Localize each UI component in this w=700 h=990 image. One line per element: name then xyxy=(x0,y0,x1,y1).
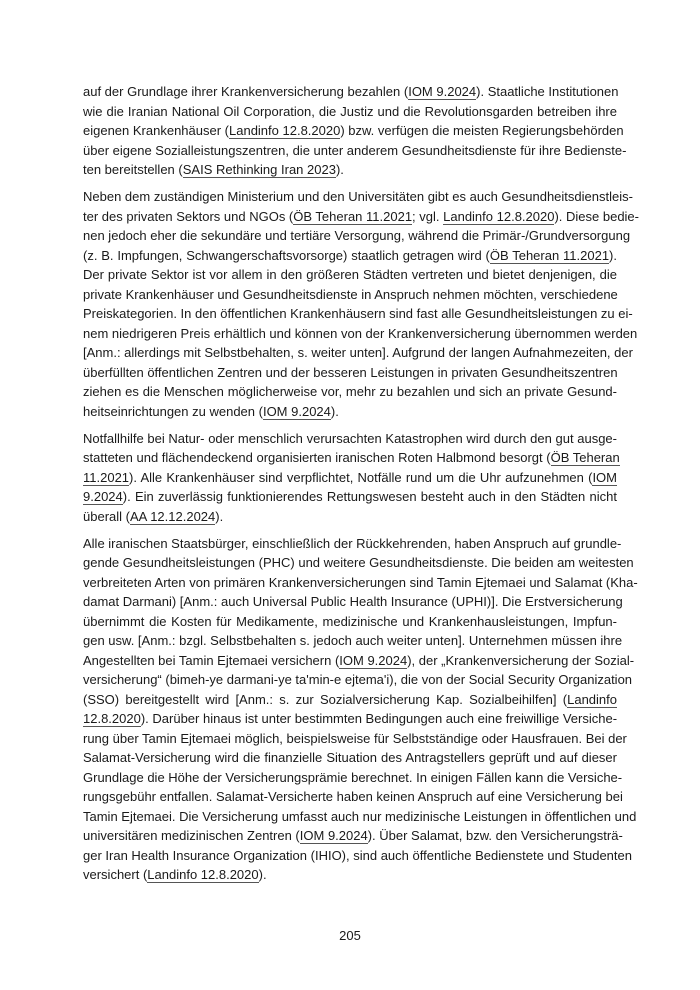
paragraph xyxy=(83,534,638,885)
text-line: heitseinrichtungen zu wenden (IOM 9.2024). xyxy=(83,403,339,419)
text-line: ger Iran Health Insurance Organization (IHIO), sind auch öffentliche Bedienstete und Studenten xyxy=(83,847,632,863)
citation-link[interactable]: Landinfo 12.8.2020 xyxy=(147,867,259,882)
text-line: über eigene Sozialleistungszentren, die unter anderem Gesundheitsdienste für ihre Bedienste- xyxy=(83,142,627,158)
text-line: gen usw. [Anm.: bzgl. Selbstbehalten s. jedoch auch weiter unten]. Unternehmen müssen ihre xyxy=(83,633,623,648)
text-line: rungsgebühr entfallen. Salamat-Versicherte haben keinen Anspruch auf eine Versicherung bei xyxy=(83,789,623,804)
text-line: statteten und flächendeckend organisierten iranischen Roten Halbmond besorgt (ÖB Teheran xyxy=(83,450,620,465)
text-line: 12.8.2020). Darüber hinaus ist unter bestimmten Bedingungen auch eine freiwillige Versiche- xyxy=(83,711,618,726)
text-line: (SSO) bereitgestellt wird [Anm.: s. zur Sozialversicherung Kap. Sozialbeihilfen] (Landinfo xyxy=(83,691,617,707)
citation-link[interactable]: Landinfo 12.8.2020 xyxy=(229,123,341,138)
text-line: versichert (Landinfo 12.8.2020). xyxy=(83,867,267,882)
text-line: ten bereitstellen (SAIS Rethinking Iran 2023). xyxy=(83,162,344,177)
citation-link[interactable]: IOM 9.2024 xyxy=(262,403,331,419)
paragraph xyxy=(83,82,627,180)
text-line: ziehen es die Menschen möglicherweise vor, mehr zu bezahlen und sich an private Gesund- xyxy=(83,384,617,399)
text-line: (z. B. Impfungen, Schwangerschaftsvorsorge) staatlich getragen wird (ÖB Teheran 11.2021). xyxy=(83,247,617,263)
text-line: [Anm.: allerdings mit Selbstbehalten, s. weiter unten]. Aufgrund der langen Aufnahmezeiten, der xyxy=(83,345,633,360)
text-line: übernimmt die Kosten für Medikamente, medizinische und Krankenhausleistungen, Impfun- xyxy=(83,613,617,629)
text-line: Alle iranischen Staatsbürger, einschließlich der Rückkehrenden, haben Anspruch auf grundle- xyxy=(83,535,622,551)
text-line: ter des privaten Sektors und NGOs (ÖB Teheran 11.2021; vgl. Landinfo 12.8.2020). Diese bedie- xyxy=(83,208,639,224)
text-line: universitären medizinischen Zentren (IOM 9.2024). Über Salamat, bzw. den Versicherungsträ- xyxy=(83,828,623,843)
text-line: Grundlage die Höhe der Versicherungsprämie berechnet. In einigen Fällen kann die Versiche- xyxy=(83,769,623,785)
text-line: versicherung“ (bimeh-ye darmani-ye ta'min-e ejtema'i), die von der Social Security Organization xyxy=(83,672,633,687)
citation-link[interactable]: ÖB Teheran 11.2021 xyxy=(489,247,610,263)
citation-link[interactable]: ÖB Teheran xyxy=(550,450,620,465)
paragraph xyxy=(83,187,639,421)
text-line: nen jedoch eher die sekundäre und tertiäre Versorgung, während die Primär-/Grundversorgung xyxy=(83,228,631,243)
document-body xyxy=(83,82,639,892)
text-line: wie die Iranian National Oil Corporation, die Justiz und die Revolutionsgarden betreiben ihre xyxy=(83,103,617,119)
text-line: Neben dem zuständigen Ministerium und den Universitäten gibt es auch Gesundheitsdienstleis- xyxy=(83,189,633,204)
text-line: eigenen Krankenhäuser (Landinfo 12.8.2020) bzw. verfügen die meisten Regierungsbehörden xyxy=(83,123,624,138)
citation-link[interactable]: IOM 9.2024 xyxy=(339,652,408,668)
citation-link[interactable]: SAIS Rethinking Iran 2023 xyxy=(182,162,336,177)
citation-link[interactable]: 9.2024 xyxy=(83,489,123,504)
text-line: Notfallhilfe bei Natur- oder menschlich verursachten Katastrophen wird durch den gut ausge- xyxy=(83,430,617,446)
text-line: verbreiteten Arten von primären Krankenversicherungen sind Tamin Ejtemaei und Salamat (Kha- xyxy=(83,574,638,590)
citation-link[interactable]: IOM xyxy=(592,469,617,485)
text-line: Der private Sektor ist vor allem in den größeren Städten vertreten und bietet denjenigen, die xyxy=(83,267,617,282)
page-number: 205 xyxy=(339,928,361,943)
text-line: rung über Tamin Ejtemaei möglich, beispielsweise für Selbstständige oder Hausfrauen. Bei der xyxy=(83,730,627,746)
citation-link[interactable]: IOM 9.2024 xyxy=(408,84,477,99)
text-line: 11.2021). Alle Krankenhäuser sind verpflichtet, Notfälle rund um die Uhr aufzunehmen (IOM xyxy=(83,469,617,485)
citation-link[interactable]: AA 12.12.2024 xyxy=(129,508,216,524)
text-line: damat Darmani) [Anm.: auch Universal Public Health Insurance (UPHI)]. Die Erstversicherung xyxy=(83,594,623,609)
text-line: Preiskategorien. In den öffentlichen Krankenhäusern sind fast alle Gesundheitsleistungen zu ei- xyxy=(83,306,633,321)
text-line: überall (AA 12.12.2024). xyxy=(83,508,224,524)
text-line: Tamin Ejtemaei. Die Versicherung umfasst auch nur medizinische Leistungen in öffentlichen und xyxy=(83,808,637,824)
citation-link[interactable]: 11.2021 xyxy=(83,469,130,485)
text-line: auf der Grundlage ihrer Krankenversicherung bezahlen (IOM 9.2024). Staatliche Institutionen xyxy=(83,84,619,99)
citation-link[interactable]: ÖB Teheran 11.2021 xyxy=(293,208,413,224)
text-line: überfüllten öffentlichen Zentren und der besseren Leistungen in privaten Gesundheitszentren xyxy=(83,364,618,380)
citation-link[interactable]: IOM 9.2024 xyxy=(299,828,368,843)
paragraph xyxy=(83,429,620,527)
text-line: Salamat-Versicherung wird die finanzielle Situation des Antragstellers geprüft und auf dieser xyxy=(83,750,617,765)
citation-link[interactable]: Landinfo xyxy=(567,691,617,707)
text-line: Angestellten bei Tamin Ejtemaei versichern (IOM 9.2024), der „Krankenversicherung der Sozial- xyxy=(83,652,635,668)
citation-link[interactable]: 12.8.2020 xyxy=(83,711,141,726)
citation-link[interactable]: Landinfo 12.8.2020 xyxy=(443,208,555,224)
text-line: nem niedrigeren Preis erhältlich und können von der Krankenversicherung übernommen werden xyxy=(83,325,638,341)
text-line: 9.2024). Ein zuverlässig funktionierendes Rettungswesen besteht auch in den Städten nicht xyxy=(83,489,617,504)
text-line: private Krankenhäuser und Gesundheitsdienste in Anspruch nehmen möchten, verschiedene xyxy=(83,286,618,302)
text-line: gende Gesundheitsleistungen (PHC) und weitere Gesundheitsdienste. Die beiden am weitesten xyxy=(83,555,634,570)
